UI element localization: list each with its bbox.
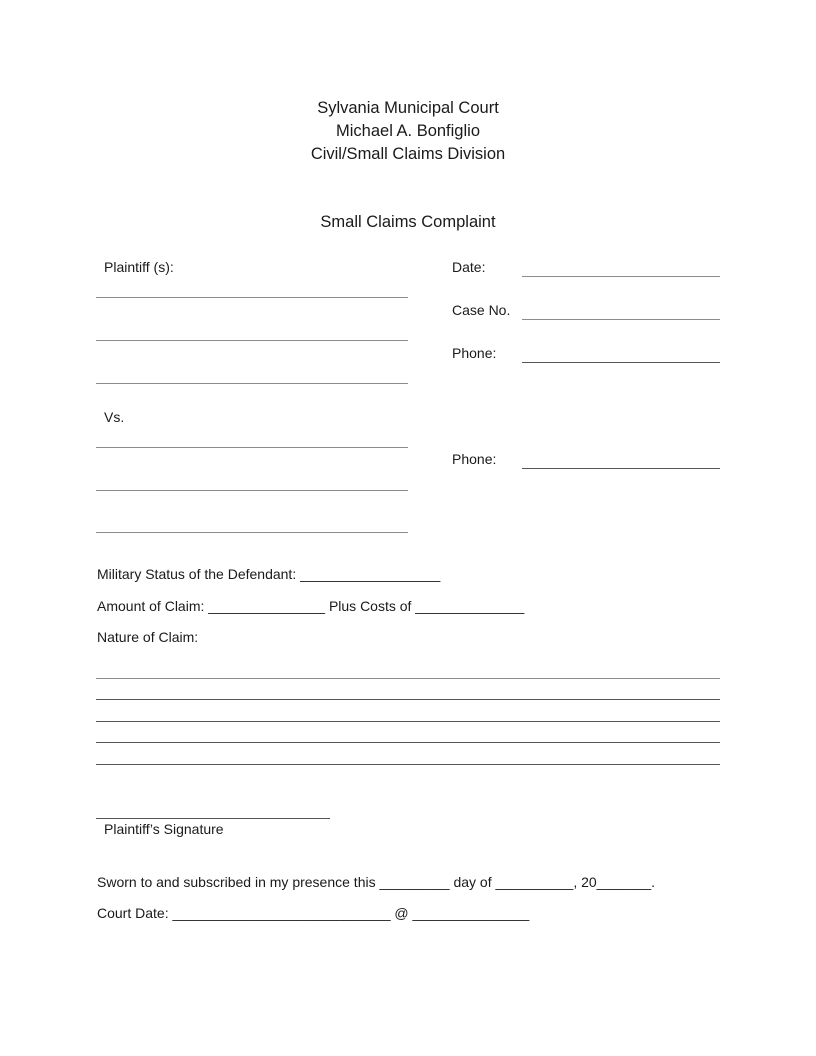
nature-line-4[interactable]: [96, 742, 720, 743]
claim-amount-line: Amount of Claim: _______________ Plus Costs of ______________: [97, 598, 525, 614]
nature-line-5[interactable]: [96, 764, 720, 765]
defendant-line-3[interactable]: [96, 532, 408, 533]
case-no-label: Case No.: [452, 302, 511, 318]
plaintiff-signature-label: Plaintiff’s Signature: [104, 821, 224, 837]
date-field-line[interactable]: [522, 276, 720, 277]
division-name: Civil/Small Claims Division: [310, 145, 506, 163]
nature-line-3[interactable]: [96, 721, 720, 722]
military-status-line: Military Status of the Defendant: __________________: [97, 566, 441, 582]
date-label: Date:: [452, 259, 486, 275]
plaintiff-label: Plaintiff (s):: [104, 259, 174, 275]
form-title: Small Claims Complaint: [320, 213, 496, 231]
court-name: Sylvania Municipal Court: [317, 99, 499, 117]
plaintiff-line-2[interactable]: [96, 340, 408, 341]
nature-line-2[interactable]: [96, 699, 720, 700]
defendant-phone-label: Phone:: [452, 451, 497, 467]
plaintiff-line-3[interactable]: [96, 383, 408, 384]
plaintiff-phone-label: Phone:: [452, 345, 497, 361]
plaintiff-phone-field-line[interactable]: [522, 362, 720, 363]
nature-line-1[interactable]: [96, 678, 720, 679]
plaintiff-line-1[interactable]: [96, 297, 408, 298]
versus-label: Vs.: [104, 409, 125, 425]
sworn-statement-line: Sworn to and subscribed in my presence this _________ day of __________, 20_______.: [97, 874, 656, 890]
court-date-line: Court Date: ____________________________ @ _______________: [97, 905, 530, 921]
plaintiff-signature-line[interactable]: [96, 818, 330, 819]
defendant-line-2[interactable]: [96, 490, 408, 491]
judge-name: Michael A. Bonfiglio: [336, 122, 480, 140]
case-no-field-line[interactable]: [522, 319, 720, 320]
nature-of-claim-label: Nature of Claim:: [97, 629, 199, 645]
defendant-phone-field-line[interactable]: [522, 468, 720, 469]
defendant-line-1[interactable]: [96, 447, 408, 448]
